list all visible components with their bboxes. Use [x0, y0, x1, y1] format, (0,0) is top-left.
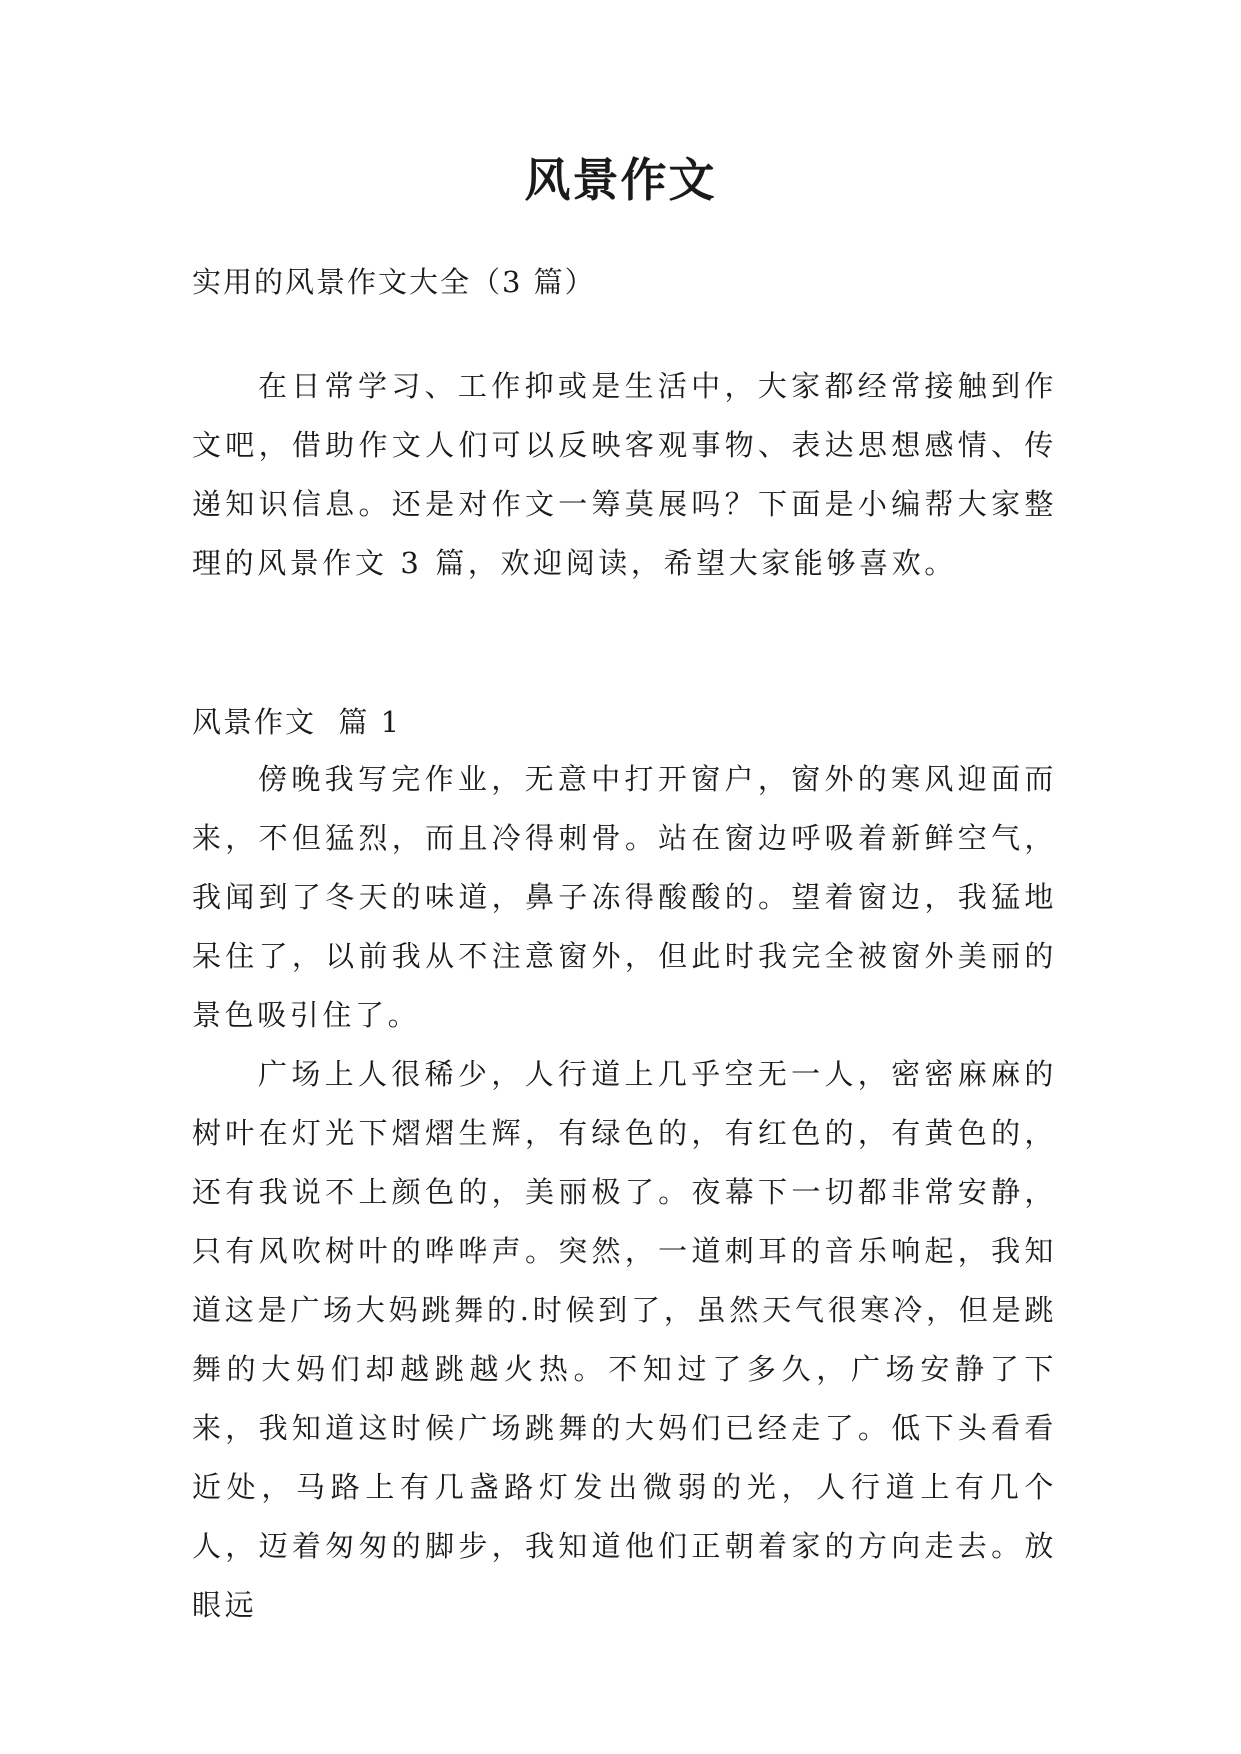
document-title: 风景作文	[524, 153, 717, 207]
body-paragraph-1: 傍晚我写完作业，无意中打开窗户，窗外的寒风迎面而来，不但猛烈，而且冷得刺骨。站在窗边呼吸着新鲜空气，我闻到了冬天的味道，鼻子冻得酸酸的。望着窗边，我猛地呆住了，以前我从不注意窗外，但此时我完全被窗外美丽的景色吸引住了。	[192, 762, 1057, 1032]
intro-paragraph: 在日常学习、工作抑或是生活中，大家都经常接触到作文吧，借助作文人们可以反映客观事物、表达思想感情、传递知识信息。还是对作文一筹莫展吗？下面是小编帮大家整理的风景作文 3 篇，欢迎阅读，希望大家能够喜欢。	[192, 369, 1057, 580]
body-paragraph-2: 广场上人很稀少，人行道上几乎空无一人，密密麻麻的树叶在灯光下熠熠生辉，有绿色的，有红色的，有黄色的，还有我说不上颜色的，美丽极了。夜幕下一切都非常安静，只有风吹树叶的哗哗声。突然，一道刺耳的音乐响起，我知道这是广场大妈跳舞的.时候到了，虽然天气很寒冷，但是跳舞的大妈们却越跳越火热。不知过了多久，广场安静了下来，我知道这时候广场跳舞的大妈们已经走了。低下头看看近处，马路上有几盏路灯发出微弱的光，人行道上有几个人，迈着匆匆的脚步，我知道他们正朝着家的方向走去。放眼远	[192, 1057, 1057, 1622]
section-heading: 风景作文 篇 1	[192, 705, 402, 739]
document-subtitle: 实用的风景作文大全（3 篇）	[192, 265, 596, 299]
